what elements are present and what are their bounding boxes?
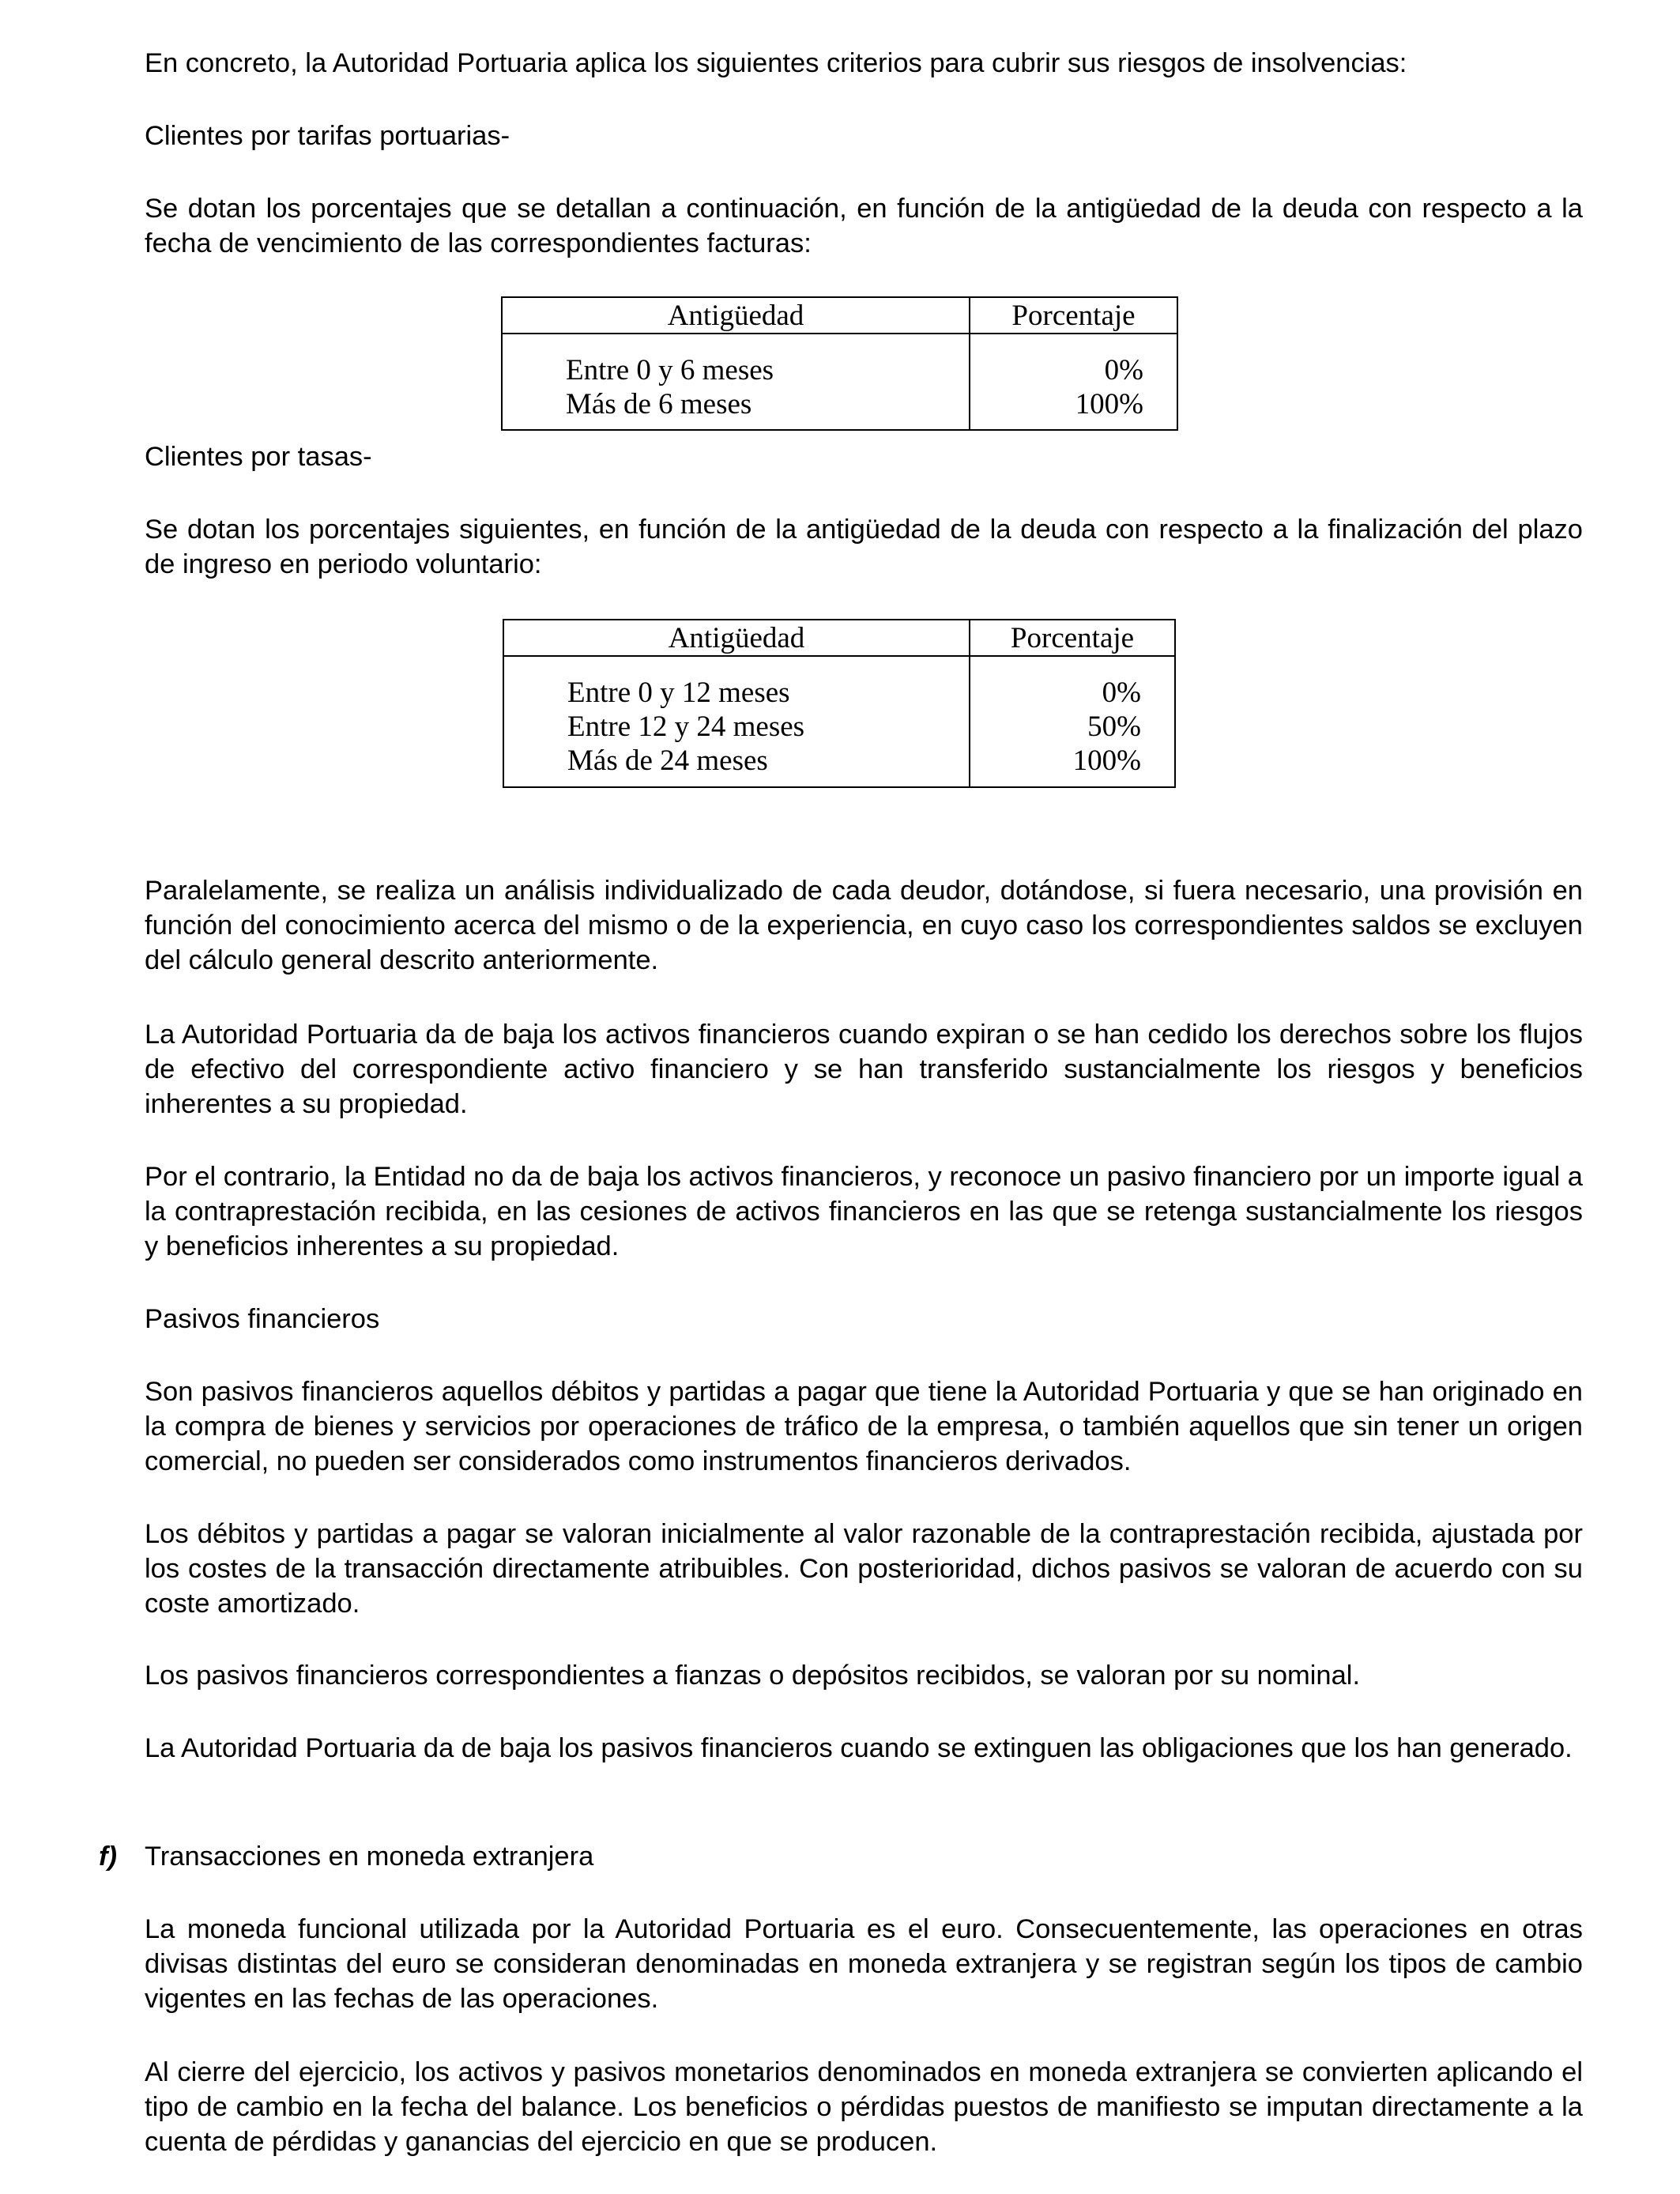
antiguedad-cell (502, 334, 970, 430)
table-header-row (502, 297, 1177, 334)
table-cell: Más de 24 meses (567, 745, 768, 777)
table-tarifas (501, 296, 1178, 431)
heading-transacciones: Transacciones en moneda extranjera (145, 1842, 594, 1872)
heading-clientes-tasas: Clientes por tasas- (145, 442, 372, 472)
paragraph-debitos: Los débitos y partidas a pagar se valoran inicialmente al valor razonable de la contraprestación recibida, ajustada por los costes de la transacción directamente atribuibles. Con posterioridad, dichos pasivos se valoran de acuerdo con su coste amortizado. (145, 1519, 1583, 1619)
paragraph-baja-activos: La Autoridad Portuaria da de baja los activos financieros cuando expiran o se han cedido los derechos sobre los flujos de efectivo del correspondiente activo financiero y se han transferido sustancialmente los riesgos y beneficios inherentes a su propiedad. (145, 1020, 1583, 1119)
porcentaje-cell (970, 656, 1175, 787)
paragraph-analisis: Paralelamente, se realiza un análisis individualizado de cada deudor, dotándose, si fuera necesario, una provisión en función del conocimiento acerca del mismo o de la experiencia, en cuyo caso los correspondientes saldos se excluyen del cálculo general descrito anteriormente. (145, 876, 1583, 975)
paragraph-contrario: Por el contrario, la Entidad no da de baja los activos financieros, y reconoce un pasivo financiero por un importe igual a la contraprestación recibida, en las cesiones de activos financieros en las que se retenga sustancialmente los riesgos y beneficios inherentes a su propiedad. (145, 1162, 1583, 1261)
table-cell: Más de 6 meses (566, 388, 752, 420)
paragraph-fianzas: Los pasivos financieros correspondientes a fianzas o depósitos recibidos, se valoran por su nominal. (145, 1661, 1361, 1691)
table-body-row (502, 334, 1177, 430)
table-header-row (503, 620, 1175, 656)
heading-pasivos-financieros: Pasivos financieros (145, 1304, 380, 1334)
paragraph-tarifas: Se dotan los porcentajes que se detallan a continuación, en función de la antigüedad de la deuda con respecto a la fecha de vencimiento de las correspondientes facturas: (145, 194, 1583, 258)
table-cell: 50% (1087, 711, 1141, 743)
table-cell: 100% (1075, 388, 1143, 420)
paragraph-moneda-funcional: La moneda funcional utilizada por la Autoridad Portuaria es el euro. Consecuentemente, las operaciones en otras divisas distintas del euro se consideran denominadas en moneda extranjera y se registran según los tipos de cambio vigentes en las fechas de las operaciones. (145, 1914, 1583, 2014)
paragraph-pasivos-definicion: Son pasivos financieros aquellos débitos y partidas a pagar que tiene la Autoridad Portuaria y que se han originado en la compra de bienes y servicios por operaciones de tráfico de la empresa, o también aquellos que sin tener un origen comercial, no pueden ser considerados como instrumentos financieros derivados. (145, 1377, 1583, 1476)
column-header-antiguedad: Antigüedad (503, 620, 970, 656)
table-cell: Entre 0 y 12 meses (567, 677, 790, 709)
table-tasas (503, 619, 1176, 788)
heading-clientes-tarifas: Clientes por tarifas portuarias- (145, 121, 510, 151)
porcentaje-cell (970, 334, 1177, 430)
paragraph-intro: En concreto, la Autoridad Portuaria aplica los siguientes criterios para cubrir sus riesgos de insolvencias: (145, 48, 1407, 78)
column-header-porcentaje: Porcentaje (970, 297, 1177, 334)
table-cell: 0% (1104, 354, 1143, 386)
paragraph-baja-pasivos: La Autoridad Portuaria da de baja los pasivos financieros cuando se extinguen las obligaciones que los han generado. (145, 1733, 1573, 1763)
paragraph-cierre-ejercicio: Al cierre del ejercicio, los activos y pasivos monetarios denominados en moneda extranjera se convierten aplicando el tipo de cambio en la fecha del balance. Los beneficios o pérdidas puestos de manifiesto se imputan directamente a la cuenta de pérdidas y ganancias del ejercicio en que se producen. (145, 2057, 1583, 2157)
antiguedad-cell (503, 656, 970, 787)
column-header-porcentaje: Porcentaje (970, 620, 1175, 656)
paragraph-tasas: Se dotan los porcentajes siguientes, en función de la antigüedad de la deuda con respecto a la finalización del plazo de ingreso en periodo voluntario: (145, 515, 1583, 579)
table-body-row (503, 656, 1175, 787)
table-cell: 0% (1102, 677, 1141, 709)
table-cell: Entre 0 y 6 meses (566, 354, 774, 386)
table-cell: 100% (1072, 745, 1141, 777)
table-cell: Entre 12 y 24 meses (567, 711, 805, 743)
section-marker: f) (99, 1842, 117, 1872)
column-header-antiguedad: Antigüedad (502, 297, 970, 334)
